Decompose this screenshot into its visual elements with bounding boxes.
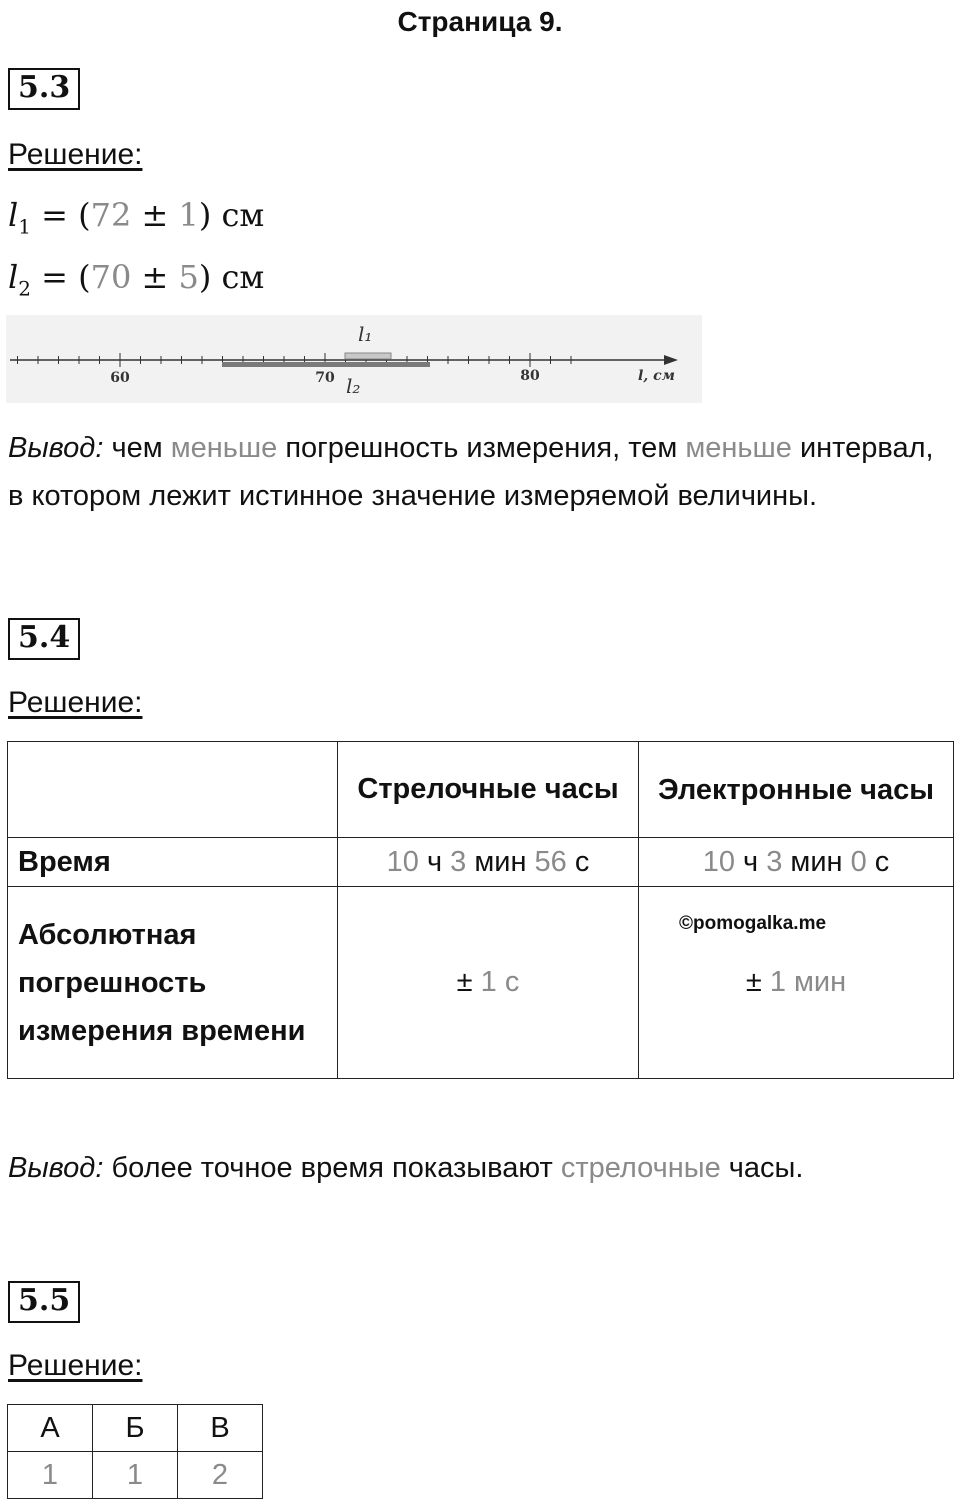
clocks-table (7, 741, 954, 1079)
table-corner-cell (8, 742, 338, 838)
interval-l2 (222, 362, 430, 367)
axis-label: l, см (638, 368, 675, 384)
task-number-5-3: 5.3 (8, 68, 80, 110)
task-number-5-4: 5.4 (8, 618, 80, 660)
solution-label-5-3: Решение: (8, 138, 143, 171)
row-label-error: Абсолютная погрешность измерения времени (8, 887, 338, 1079)
row-label-time: Время (8, 838, 338, 887)
solution-label-5-5: Решение: (8, 1349, 143, 1382)
formula-l2: $l_2 = (70 \pm 5)$ см (8, 258, 265, 301)
measurement-scale (6, 315, 702, 403)
col-header-analog: Стрелочные часы (338, 742, 639, 838)
time-digital-cell: 10 ч 3 мин 0 с (639, 838, 954, 887)
answer-header-v: В (178, 1405, 263, 1452)
col-header-digital: Электронные часы (639, 742, 954, 838)
tick-label-70: 70 (315, 370, 335, 386)
interval-l1 (345, 353, 391, 359)
interval-l2-label: l₂ (346, 374, 361, 398)
watermark: ©pomogalka.me (679, 913, 827, 934)
answer-header-b: Б (93, 1405, 178, 1452)
formula-l1: $l_1 = (72 \pm 1)$ см (8, 196, 265, 239)
error-analog-cell: ± 1 с (338, 887, 639, 1079)
answer-header-a: А (8, 1405, 93, 1452)
tick-label-60: 60 (110, 370, 130, 386)
page-title: Страница 9. (397, 6, 563, 37)
answer-value-b: 1 (93, 1452, 178, 1499)
conclusion-5-4: Вывод: более точное время показывают стрелочные часы. (8, 1152, 804, 1184)
error-digital-cell: ©pomogalka.me ± 1 мин (639, 887, 954, 1079)
conclusion-5-3: Вывод: чем меньше погрешность измерения, тем меньше интервал, в котором лежит истинное значение измеряемой величины. (8, 432, 934, 512)
answer-value-v: 2 (178, 1452, 263, 1499)
task-number-5-5: 5.5 (8, 1281, 80, 1323)
solution-label-5-4: Решение: (8, 686, 143, 719)
answer-table (7, 1404, 263, 1499)
answer-value-a: 1 (8, 1452, 93, 1499)
interval-l1-label: l₁ (358, 322, 373, 346)
tick-label-80: 80 (520, 368, 540, 384)
time-analog-cell: 10 ч 3 мин 56 с (338, 838, 639, 887)
